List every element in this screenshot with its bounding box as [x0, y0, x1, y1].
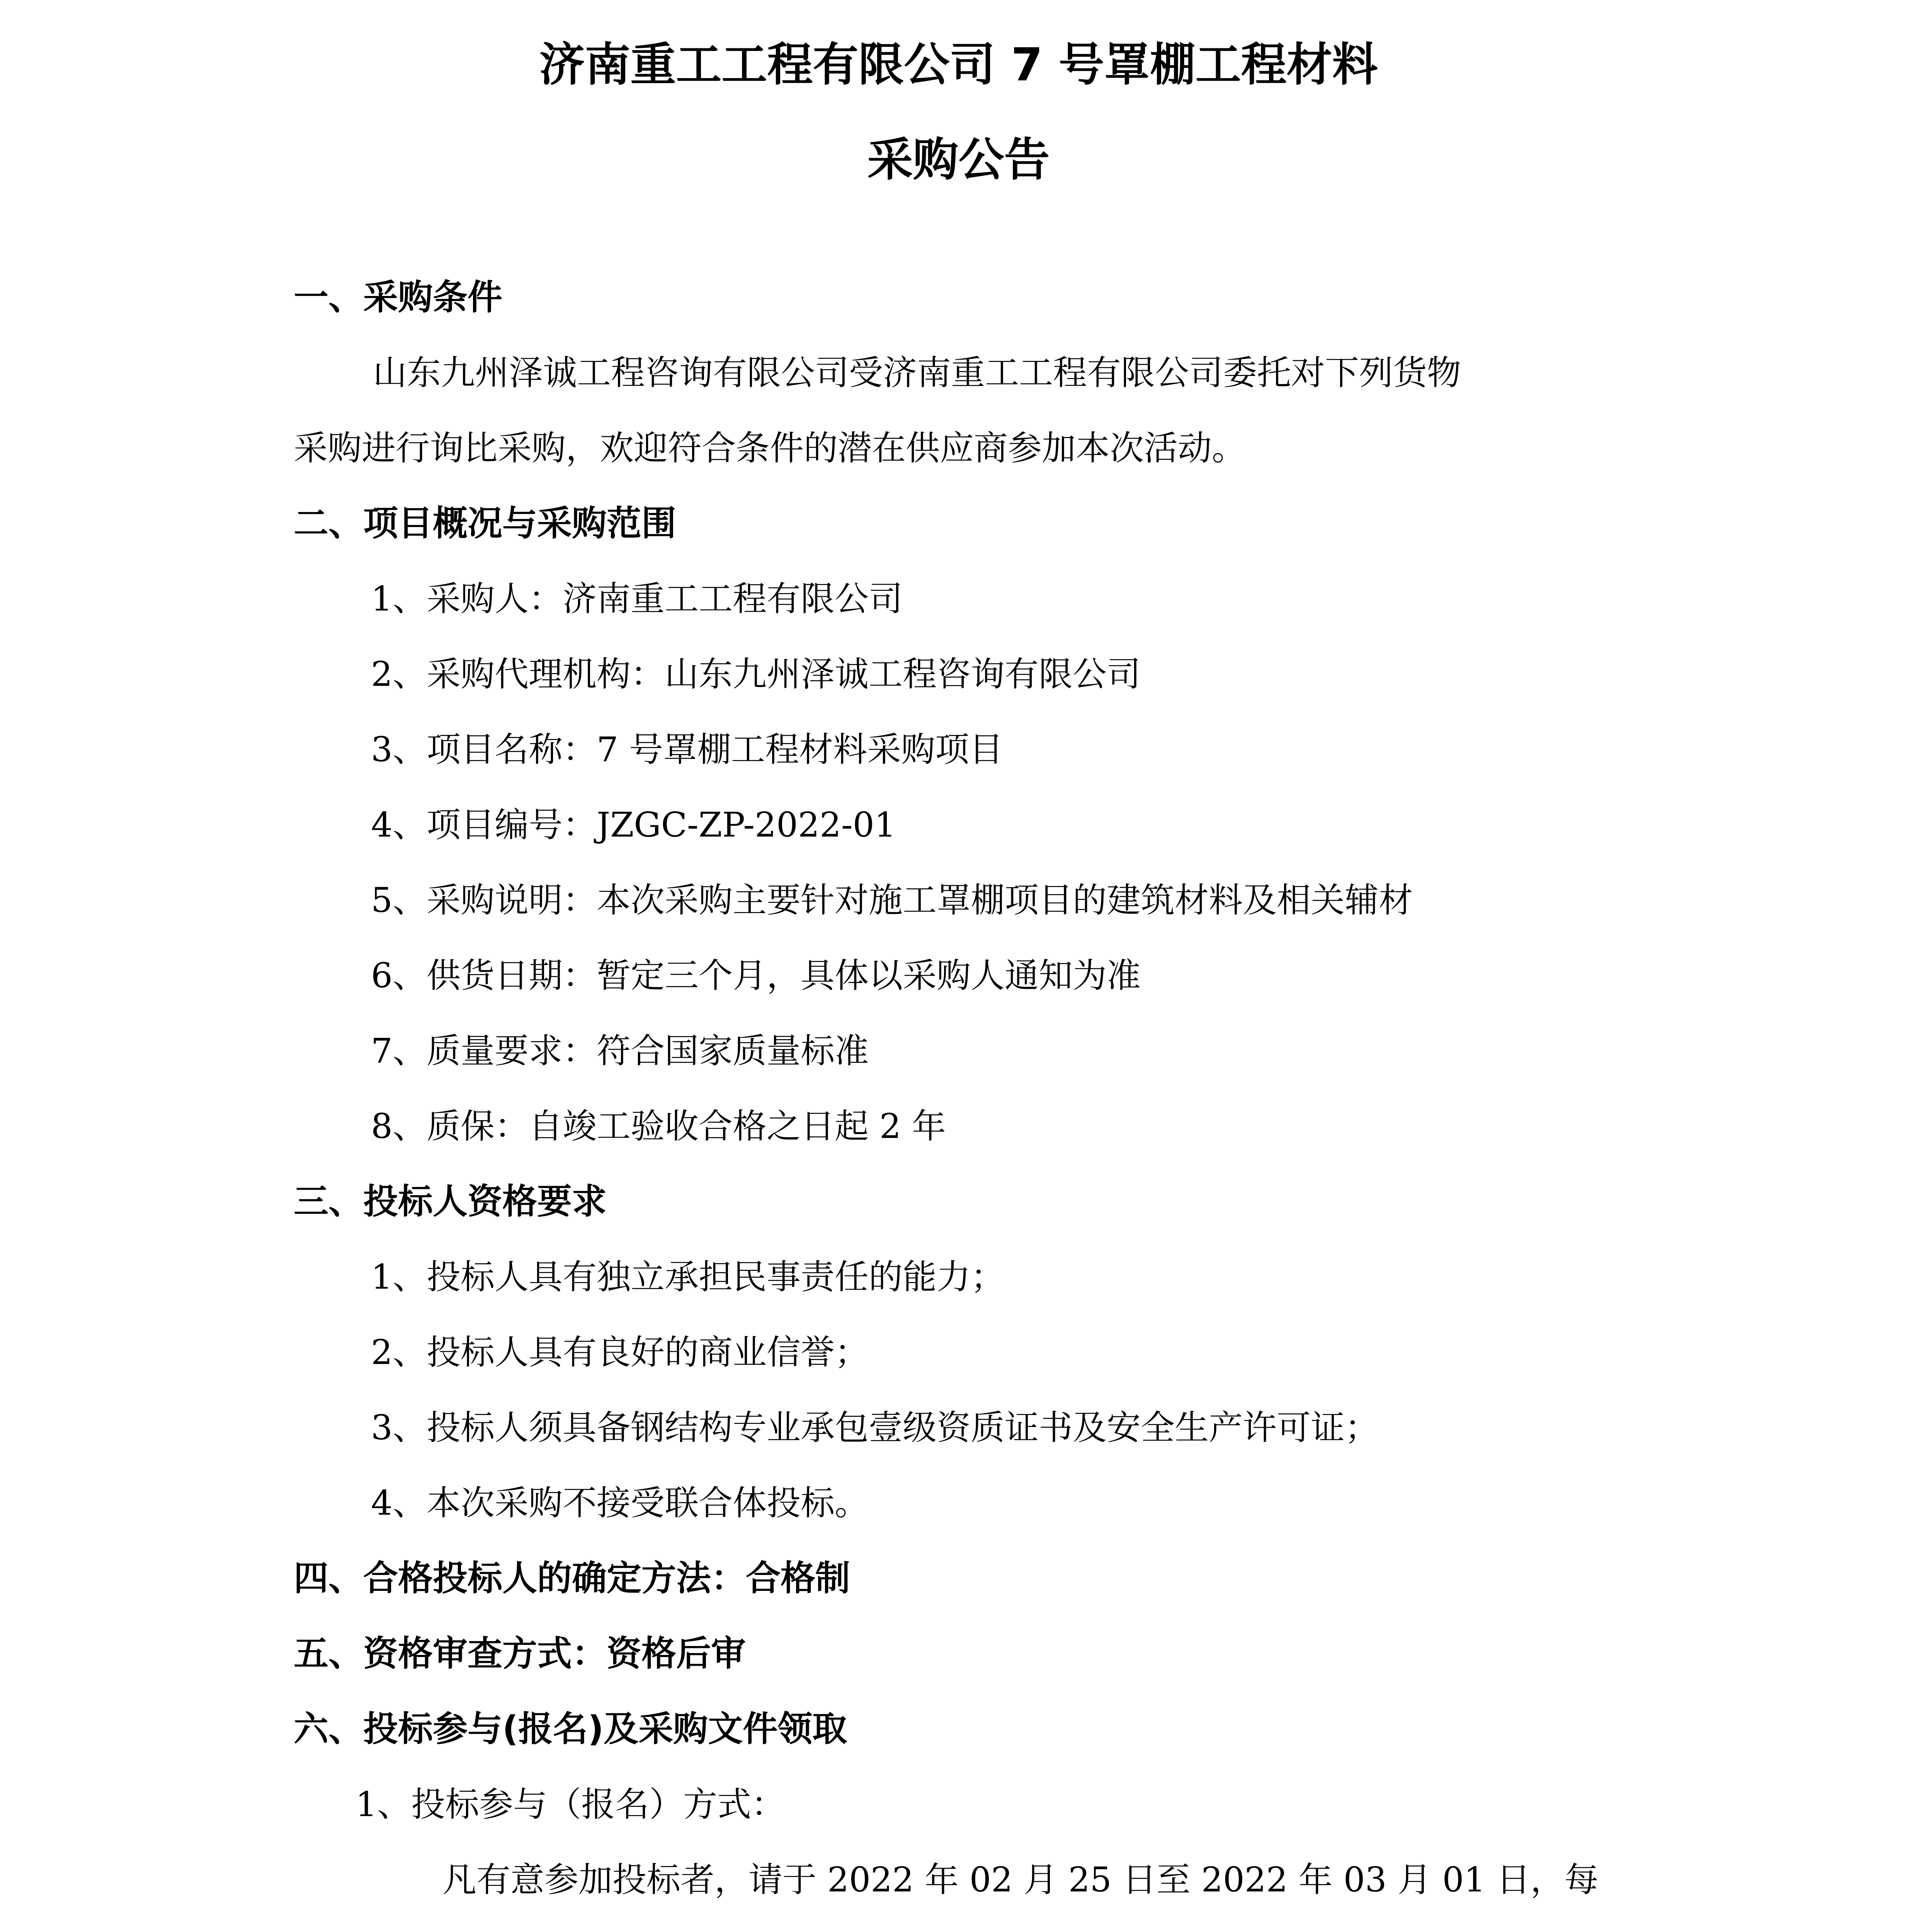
section2-item-supply-date: 6、供货日期：暂定三个月，具体以采购人通知为准 — [371, 956, 1141, 995]
section5-heading: 五、资格审查方式：资格后审 — [294, 1633, 746, 1674]
section2-item-description: 5、采购说明：本次采购主要针对施工罩棚项目的建筑材料及相关辅材 — [371, 880, 1413, 920]
section2-item-project-name: 3、项目名称：7 号罩棚工程材料采购项目 — [371, 730, 1003, 769]
section3-item-1: 1、投标人具有独立承担民事责任的能力； — [371, 1257, 1005, 1297]
section6-item1-line1: 凡有意参加投标者，请于 2022 年 02 月 25 日至 2022 年 03 月 01 日，每 — [442, 1860, 1599, 1900]
section3-item-3: 3、投标人须具备钢结构专业承包壹级资质证书及安全生产许可证； — [371, 1408, 1379, 1447]
section3-item-2: 2、投标人具有良好的商业信誉； — [371, 1332, 869, 1372]
section1-heading: 一、采购条件 — [294, 277, 502, 318]
section2-item-quality: 7、质量要求：符合国家质量标准 — [371, 1031, 869, 1071]
section2-item-project-number: 4、项目编号：JZGC-ZP-2022-01 — [371, 805, 896, 845]
section6-item1: 1、投标参与（报名）方式： — [356, 1784, 785, 1824]
section1-paragraph-line2: 采购进行询比采购，欢迎符合条件的潜在供应商参加本次活动。 — [294, 428, 1246, 468]
document-title-line1: 济南重工工程有限公司 7 号罩棚工程材料 — [539, 38, 1378, 91]
section2-item-agency: 2、采购代理机构：山东九州泽诚工程咨询有限公司 — [371, 654, 1141, 694]
section2-item-warranty: 8、质保：自竣工验收合格之日起 2 年 — [371, 1106, 946, 1146]
section6-heading: 六、投标参与(报名)及采购文件领取 — [294, 1709, 847, 1749]
section3-item-4: 4、本次采购不接受联合体投标。 — [371, 1483, 869, 1523]
section2-item-purchaser: 1、采购人：济南重工工程有限公司 — [371, 579, 903, 619]
section3-heading: 三、投标人资格要求 — [294, 1181, 607, 1222]
section1-paragraph-line1: 山东九州泽诚工程咨询有限公司受济南重工工程有限公司委托对下列货物 — [373, 353, 1461, 393]
section4-heading: 四、合格投标人的确定方法：合格制 — [294, 1558, 850, 1599]
section2-heading: 二、项目概况与采购范围 — [294, 503, 676, 544]
document-title-line2: 采购公告 — [867, 133, 1050, 186]
